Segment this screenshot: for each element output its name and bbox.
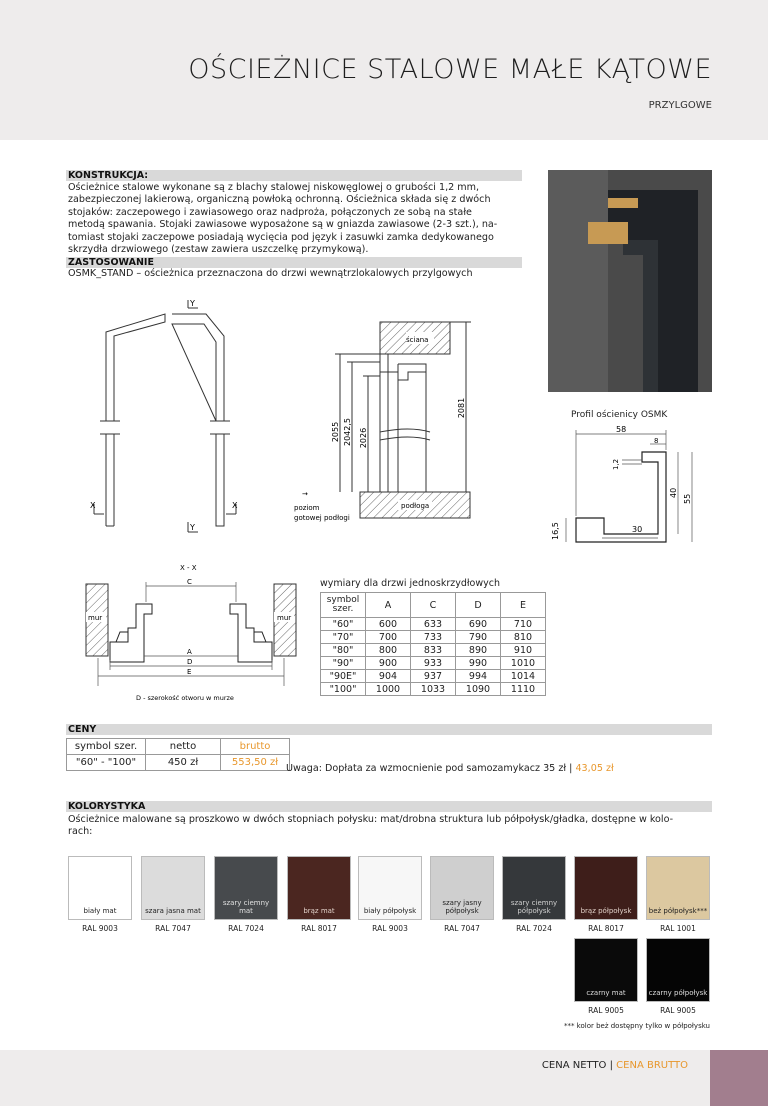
label-sciana: ściana	[406, 336, 429, 344]
table-cell: 700	[366, 631, 411, 644]
swatch-label: szary ciemny półpołysk	[510, 899, 558, 915]
swatch-bialy-mat	[68, 856, 132, 920]
swatch-label: beż półpołysk***	[648, 907, 708, 915]
price-note-text: Uwaga: Dopłata za wzmocnienie pod samozamykacz 35 zł |	[286, 763, 573, 774]
swatch-label: biały półpołysk	[363, 907, 417, 915]
page-subtitle: PRZYLGOWE	[648, 100, 712, 111]
price-header-symbol: symbol szer.	[67, 739, 146, 755]
swatch-szary-ciemny-polpolysk	[502, 856, 566, 920]
profil-title: Profil ościenicy OSMK	[571, 410, 668, 420]
dim-1-2: 1,2	[612, 458, 620, 470]
profile-diagram	[546, 422, 702, 552]
table-cell: 990	[456, 657, 501, 670]
konstrukcja-line: stojaków: zaczepowego i zawiasowego oraz nadproża, połączonych ze sobą na stałe	[68, 206, 472, 218]
dim-c: C	[187, 578, 192, 586]
frame-elevation-diagram	[80, 296, 250, 538]
label-y-top: Y	[190, 299, 195, 308]
table-cell: 1010	[501, 657, 546, 670]
zastosowanie-heading: ZASTOSOWANIE	[66, 257, 522, 268]
table-cell: 1033	[411, 683, 456, 696]
ceny-heading: CENY	[66, 724, 712, 735]
swatch-szary-ciemny-mat	[214, 856, 278, 920]
price-note	[286, 763, 614, 774]
dim-e: E	[187, 668, 192, 676]
label-x-left: X	[90, 501, 96, 510]
table-cell: "70"	[321, 631, 366, 644]
konstrukcja-line: tomiast stojaki zaczepowe posiadają wycięcia pod język i zasuwki zamka dedykowanego	[68, 231, 494, 243]
swatch-braz-polpolysk	[574, 856, 638, 920]
table-cell: 890	[456, 644, 501, 657]
kolorystyka-heading: KOLORYSTYKA	[66, 801, 712, 812]
swatch-ral: RAL 1001	[660, 924, 696, 933]
table-header-cell: C	[411, 593, 456, 618]
kolorystyka-line: Ościeżnice malowane są proszkowo w dwóch stopniach połysku: mat/drobna struktura lub półpołysk/gładka, dostępne w kolo-	[68, 814, 674, 825]
footer-brutto: CENA BRUTTO	[616, 1060, 688, 1071]
swatch-czarny-polpolysk	[646, 938, 710, 1002]
zastosowanie-text: OSMK_STAND – ościeżnica przeznaczona do drzwi wewnątrzlokalowych przylgowych	[68, 268, 473, 279]
table-cell: 937	[411, 670, 456, 683]
table-cell: 1090	[456, 683, 501, 696]
dim-8: 8	[654, 437, 659, 445]
table-cell: 710	[501, 618, 546, 631]
label-x-right: X	[232, 501, 238, 510]
table-cell: 633	[411, 618, 456, 631]
table-row	[321, 631, 546, 644]
table-header-cell: E	[501, 593, 546, 618]
table-cell: 790	[456, 631, 501, 644]
table-row	[321, 683, 546, 696]
konstrukcja-line: Ościeżnice stalowe wykonane są z blachy stalowej niskowęglowej o grubości 1,2 mm,	[68, 182, 480, 193]
page-title: OŚCIEŻNICE STALOWE MAŁE KĄTOWE	[188, 54, 712, 85]
swatch-label: czarny mat	[586, 989, 626, 997]
price-row	[67, 755, 290, 771]
swatch-ral: RAL 8017	[588, 924, 624, 933]
swatch-ral: RAL 9003	[372, 924, 408, 933]
swatch-ral: RAL 8017	[301, 924, 337, 933]
swatch-ral: RAL 7047	[155, 924, 191, 933]
label-2026: 2026	[359, 427, 368, 449]
swatch-ral: RAL 7024	[516, 924, 552, 933]
table-cell: 994	[456, 670, 501, 683]
label-2081: 2081	[457, 397, 466, 419]
swatch-ral: RAL 7024	[228, 924, 264, 933]
price-header-netto: netto	[146, 739, 221, 755]
dim-d: D	[187, 658, 193, 666]
footer-price-legend	[542, 1060, 688, 1071]
table-header-cell: A	[366, 593, 411, 618]
table-header-cell: D	[456, 593, 501, 618]
dim-55: 55	[683, 493, 692, 504]
price-header-row	[67, 739, 290, 755]
table-cell: "60"	[321, 618, 366, 631]
swatch-label: biały mat	[83, 907, 117, 915]
table-cell: 910	[501, 644, 546, 657]
table-cell: 1000	[366, 683, 411, 696]
d-caption: D - szerokość otworu w murze	[136, 694, 234, 702]
swatch-bialy-polpolysk	[358, 856, 422, 920]
table-row	[321, 618, 546, 631]
swatch-ral: RAL 9005	[588, 1006, 624, 1015]
swatch-bez-polpolysk	[646, 856, 710, 920]
color-footnote: *** kolor beż dostępny tylko w półpołysku	[563, 1022, 710, 1030]
dim-a: A	[187, 648, 192, 656]
price-netto: 450 zł	[146, 755, 221, 771]
konstrukcja-text	[68, 182, 528, 256]
xx-section-diagram	[76, 562, 316, 708]
table-header-row	[321, 593, 546, 618]
table-row	[321, 670, 546, 683]
dim-40: 40	[669, 487, 678, 498]
table-row	[321, 657, 546, 670]
swatch-szara-jasna-mat	[141, 856, 205, 920]
label-mur-left: mur	[88, 614, 103, 622]
price-header-brutto: brutto	[221, 739, 290, 755]
kolorystyka-line: rach:	[68, 826, 93, 838]
swatch-label: brąz półpołysk	[580, 907, 632, 915]
table-cell: 1110	[501, 683, 546, 696]
table-cell: 800	[366, 644, 411, 657]
label-2042-5: 2042,5	[343, 418, 352, 446]
dim-30: 30	[632, 525, 643, 534]
label-2055: 2055	[331, 421, 340, 443]
frame-photo-drawing	[548, 170, 712, 392]
dim-table-caption: wymiary dla drzwi jednoskrzydłowych	[320, 578, 501, 589]
dim-58: 58	[616, 425, 627, 434]
footer-netto: CENA NETTO |	[541, 1060, 613, 1071]
label-y-bottom: Y	[190, 523, 195, 532]
price-brutto: 553,50 zł	[221, 755, 290, 771]
section-diagram	[280, 314, 480, 530]
swatch-szary-jasny-polpolysk	[430, 856, 494, 920]
table-cell: 733	[411, 631, 456, 644]
swatch-ral: RAL 7047	[444, 924, 480, 933]
table-cell: 1014	[501, 670, 546, 683]
konstrukcja-heading: KONSTRUKCJA:	[66, 170, 522, 181]
footer-accent	[710, 1050, 768, 1106]
table-header-cell: symbol szer.	[321, 593, 366, 618]
swatch-label: szary jasny półpołysk	[442, 899, 482, 915]
konstrukcja-line: skrzydła drzwiowego (zestaw zawiera uszczelkę przymykową).	[68, 244, 369, 256]
konstrukcja-line: zabezpieczonej lakierową, organiczną powłoką ochronną. Ościeżnica składa się z dwóch	[68, 194, 491, 206]
table-cell: "90"	[321, 657, 366, 670]
swatch-ral: RAL 9005	[660, 1006, 696, 1015]
swatch-label: szary ciemny mat	[222, 899, 270, 915]
dimensions-table	[320, 592, 546, 696]
table-cell: 904	[366, 670, 411, 683]
table-cell: "80"	[321, 644, 366, 657]
label-xx: X - X	[180, 564, 197, 572]
price-note-brutto: 43,05 zł	[575, 763, 614, 774]
table-cell: "90E"	[321, 670, 366, 683]
swatch-label: szara jasna mat	[145, 907, 201, 915]
table-row	[321, 644, 546, 657]
label-podloga: podłoga	[401, 502, 430, 510]
swatch-braz-mat	[287, 856, 351, 920]
swatch-czarny-mat	[574, 938, 638, 1002]
footer-band	[0, 1050, 710, 1106]
konstrukcja-line: metodą spawania. Stojaki zawiasowe wyposażone są w gniazda zawiasowe (2-3 szt.), na-	[68, 219, 498, 231]
dim-16-5: 16,5	[551, 522, 560, 540]
table-cell: 600	[366, 618, 411, 631]
table-cell: 900	[366, 657, 411, 670]
swatch-label: brąz mat	[303, 907, 335, 915]
table-cell: 833	[411, 644, 456, 657]
arrow-floor: →	[302, 490, 308, 498]
kolorystyka-text	[68, 814, 712, 839]
table-cell: 690	[456, 618, 501, 631]
swatch-ral: RAL 9003	[82, 924, 118, 933]
label-mur-right: mur	[277, 614, 292, 622]
label-poziom: poziom	[294, 504, 320, 512]
table-cell: 810	[501, 631, 546, 644]
price-table	[66, 738, 290, 771]
table-cell: "100"	[321, 683, 366, 696]
label-gotowej-podlogi: gotowej podłogi	[294, 514, 350, 522]
frame-photo	[548, 170, 712, 392]
swatch-label: czarny półpołysk	[648, 989, 708, 997]
price-symbol: "60" - "100"	[67, 755, 146, 771]
table-cell: 933	[411, 657, 456, 670]
